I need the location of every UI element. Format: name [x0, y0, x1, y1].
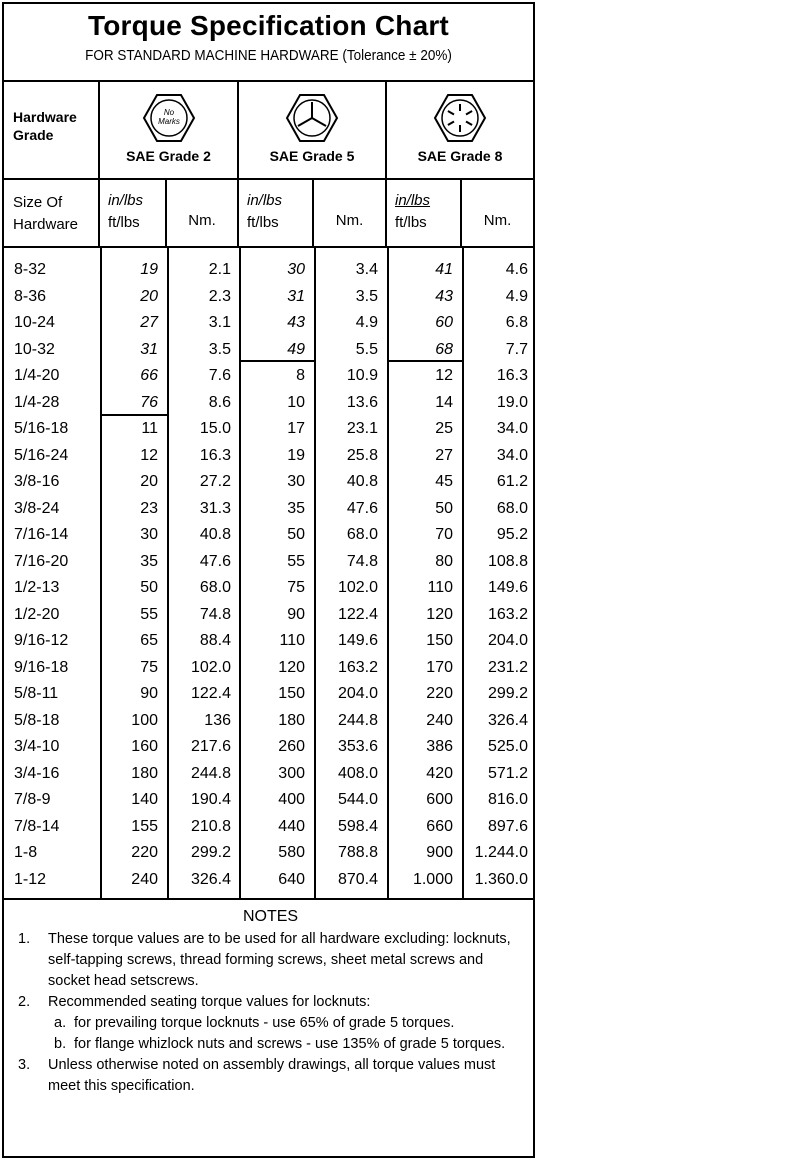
inlbs-label: in/lbs	[247, 192, 283, 209]
g2-cell: 155	[131, 817, 158, 835]
g5-cell: 35	[287, 499, 305, 517]
g5-nm-cell: 598.4	[337, 817, 378, 835]
grade-2-nm-header: Nm.	[167, 180, 239, 246]
g8-cell: 660	[426, 817, 453, 835]
note-2	[18, 992, 523, 1055]
g8-nm-cell: 326.4	[487, 711, 528, 729]
g2-nm-cell: 27.2	[199, 473, 231, 490]
note-2a	[48, 1013, 523, 1034]
g8-nm-cell: 16.3	[496, 367, 528, 384]
size-cell: 8-32	[14, 261, 47, 278]
g5-cell: 43	[287, 314, 305, 331]
g8-cell: 60	[435, 314, 453, 331]
g5-cell: 300	[278, 764, 305, 782]
g2-nm-cell: 3.5	[208, 340, 231, 358]
g5-cell: 30	[287, 261, 305, 278]
g2-cell: 30	[140, 526, 158, 543]
g5-nm-cell: 163.2	[337, 658, 378, 676]
chart-subtitle: FOR STANDARD MACHINE HARDWARE (Tolerance ± 20%)	[85, 47, 452, 64]
notes-heading: NOTES	[242, 908, 299, 925]
hardware-grade-label: Hardware Grade	[4, 82, 100, 178]
g5-nm-cell: 4.9	[355, 314, 378, 331]
grade-5-label: SAE Grade 5	[269, 148, 355, 164]
g2-cell: 11	[141, 420, 158, 437]
g8-nm-cell: 1.244.0	[474, 844, 528, 861]
size-cell: 3/4-10	[14, 738, 60, 755]
g5-cell: 580	[278, 844, 305, 861]
table-row	[4, 627, 533, 653]
g2-cell: 220	[131, 844, 158, 861]
size-cell: 1/2-20	[14, 605, 60, 623]
g8-cell: 14	[435, 393, 453, 411]
g2-cell: 35	[140, 552, 158, 570]
g5-nm-cell: 40.8	[346, 473, 378, 490]
g2-nm-cell: 2.1	[208, 261, 231, 278]
g2-nm-cell: 68.0	[199, 579, 231, 596]
g2-nm-cell: 15.0	[199, 420, 231, 437]
note-text: These torque values are to be used for all hardware excluding: locknuts, self-tapping screws, thread forming screws, sheet metal screws and socket head setscrews.	[48, 931, 511, 989]
g8-cell: 68	[435, 340, 453, 358]
g2-nm-cell: 7.6	[208, 367, 231, 384]
g2-cell: 240	[131, 870, 158, 888]
table-row	[4, 495, 533, 521]
size-cell: 5/8-11	[14, 685, 59, 702]
note-1	[18, 929, 523, 992]
g5-cell: 31	[287, 287, 305, 305]
note-text: Unless otherwise noted on assembly drawings, all torque values must meet this specification.	[48, 1057, 496, 1094]
table-row	[4, 442, 533, 468]
g5-cell: 50	[287, 526, 305, 543]
g5-nm-cell: 870.4	[337, 870, 378, 888]
size-cell: 10-24	[14, 314, 55, 331]
notes-section	[4, 900, 533, 1097]
chart-title: Torque Specification Chart	[88, 10, 449, 41]
g8-nm-cell: 95.2	[496, 526, 528, 543]
g5-nm-cell: 544.0	[337, 791, 378, 808]
g5-cell: 440	[278, 817, 305, 835]
table-row	[4, 813, 533, 839]
g8-nm-cell: 231.2	[487, 658, 528, 676]
g2-cell: 75	[140, 658, 158, 676]
g5-cell: 110	[279, 632, 305, 649]
g8-cell: 12	[435, 367, 453, 384]
g2-cell: 19	[140, 261, 158, 278]
g2-cell: 31	[140, 340, 158, 358]
table-row	[4, 521, 533, 547]
g8-nm-cell: 525.0	[487, 738, 528, 755]
note-number: 1.	[18, 931, 31, 947]
g8-nm-cell: 68.0	[496, 499, 528, 517]
size-cell: 1/4-28	[14, 393, 60, 411]
g2-nm-cell: 3.1	[208, 314, 231, 331]
g5-cell: 260	[278, 738, 305, 755]
size-cell: 5/16-24	[14, 446, 69, 464]
g5-cell: 75	[287, 579, 305, 596]
g5-nm-cell: 47.6	[346, 499, 378, 517]
g2-cell: 140	[131, 791, 158, 808]
g8-nm-cell: 34.0	[496, 420, 528, 437]
g5-nm-cell: 408.0	[337, 764, 378, 782]
table-row	[4, 309, 533, 335]
g8-cell: 70	[435, 526, 453, 543]
g2-cell: 27	[140, 314, 158, 331]
g2-cell: 76	[140, 393, 158, 411]
grade-header-row	[4, 82, 533, 180]
g8-cell: 50	[435, 499, 453, 517]
table-row	[4, 283, 533, 309]
g8-cell: 386	[426, 738, 453, 755]
g5-cell: 640	[278, 870, 305, 888]
g5-cell: 19	[287, 446, 305, 464]
g2-cell: 50	[140, 579, 158, 596]
g5-cell: 180	[278, 711, 305, 729]
g2-nm-cell: 136	[204, 711, 231, 729]
table-row	[4, 786, 533, 812]
g2-cell: 20	[140, 287, 158, 305]
size-cell: 7/8-14	[14, 817, 60, 835]
g8-cell: 220	[426, 685, 453, 702]
g8-cell: 25	[435, 420, 453, 437]
table-row	[4, 733, 533, 759]
g2-cell: 90	[140, 685, 158, 702]
g5-cell: 90	[287, 605, 305, 623]
g8-nm-cell: 108.8	[487, 552, 528, 570]
table-row	[4, 866, 533, 892]
g5-nm-cell: 244.8	[337, 711, 378, 729]
g5-cell: 17	[287, 420, 305, 437]
g8-cell: 600	[426, 791, 453, 808]
g2-nm-cell: 217.6	[190, 738, 231, 755]
table-row	[4, 574, 533, 600]
grade-2-header	[100, 82, 239, 178]
grade-5-units-header	[239, 180, 314, 246]
grade-2-marking-line-2: Marks	[157, 117, 180, 126]
g8-cell: 1.000	[412, 870, 453, 888]
g5-nm-cell: 3.5	[355, 287, 378, 305]
table-row	[4, 601, 533, 627]
grade-8-nm-header: Nm.	[483, 212, 512, 229]
g2-nm-cell: 122.4	[190, 685, 231, 702]
g5-nm-cell: 5.5	[355, 340, 378, 358]
g5-cell: 30	[287, 473, 305, 490]
g5-cell: 400	[278, 791, 305, 808]
g2-cell: 180	[131, 764, 158, 782]
g2-nm-cell: 8.6	[208, 393, 231, 411]
note-number: 3.	[18, 1057, 31, 1073]
g2-cell: 100	[131, 711, 158, 729]
g2-nm-cell: 244.8	[190, 764, 231, 782]
g2-nm-cell: 190.4	[190, 791, 231, 808]
g2-nm-cell: 40.8	[199, 526, 231, 543]
g5-cell: 55	[287, 552, 305, 570]
g8-cell: 43	[435, 287, 453, 305]
g8-nm-cell: 7.7	[505, 340, 528, 358]
note-2b	[48, 1034, 523, 1055]
g8-nm-cell: 34.0	[496, 446, 528, 464]
three-line-hex-bolt-head-icon	[284, 92, 340, 144]
grade-5-nm-header: Nm.	[314, 180, 387, 246]
g8-cell: 120	[426, 605, 453, 623]
size-cell: 3/8-24	[14, 499, 60, 517]
ftlbs-label: ft/lbs	[108, 214, 140, 231]
g2-nm-cell: 31.3	[199, 499, 231, 517]
g8-cell: 45	[435, 473, 453, 490]
table-row	[4, 336, 533, 362]
g5-nm-cell: 102.0	[337, 579, 378, 596]
g5-cell: 49	[287, 340, 305, 358]
grade-8-header	[387, 82, 533, 178]
g5-cell: 10	[287, 393, 305, 411]
g5-nm-cell: 74.8	[346, 552, 378, 570]
size-cell: 3/8-16	[14, 473, 60, 490]
g8-nm-cell: 299.2	[487, 685, 528, 702]
g5-nm-cell: 13.6	[346, 393, 378, 411]
g8-nm-cell: 4.9	[505, 287, 528, 305]
g5-nm-cell: 122.4	[337, 605, 378, 623]
g8-cell: 150	[426, 632, 453, 649]
grade-8-label: SAE Grade 8	[417, 148, 503, 164]
size-cell: 7/16-14	[14, 526, 69, 543]
size-cell: 5/16-18	[14, 420, 69, 437]
inlbs-label: in/lbs	[108, 192, 144, 209]
g5-nm-cell: 353.6	[337, 738, 378, 755]
size-cell: 1-12	[14, 870, 47, 888]
g2-cell: 66	[140, 367, 158, 384]
g5-nm-cell: 788.8	[337, 844, 378, 861]
g2-nm-cell: 2.3	[208, 287, 231, 305]
table-row	[4, 389, 533, 415]
g5-nm-cell: 68.0	[346, 526, 378, 543]
table-row	[4, 256, 533, 282]
g8-nm-cell: 6.8	[505, 314, 528, 331]
g2-nm-cell: 88.4	[199, 632, 231, 649]
grade-8-units-header	[387, 180, 462, 246]
size-cell: 1/2-13	[14, 579, 60, 596]
g2-nm-cell: 16.3	[199, 446, 231, 464]
sub-note-text: for flange whizlock nuts and screws - use 135% of grade 5 torques.	[74, 1036, 506, 1052]
size-column-header: Size Of Hardware	[4, 180, 100, 246]
note-3	[18, 1055, 523, 1097]
g8-nm-cell: 897.6	[487, 817, 528, 835]
g8-cell: 80	[435, 552, 453, 570]
g5-nm-cell: 25.8	[346, 446, 378, 464]
g2-cell: 23	[140, 499, 158, 517]
column-header-row	[4, 180, 533, 248]
g5-cell: 150	[278, 685, 305, 702]
size-cell: 7/16-20	[14, 552, 69, 570]
size-cell: 8-36	[14, 287, 47, 305]
g8-nm-cell: 19.0	[496, 393, 528, 411]
g8-cell: 27	[435, 446, 453, 464]
grade-2-units-header	[100, 180, 167, 246]
size-cell: 1-8	[14, 844, 38, 861]
grade-2-marking-line-1: No	[163, 108, 174, 117]
g5-nm-cell: 10.9	[346, 367, 378, 384]
title-box	[4, 4, 533, 82]
table-row	[4, 362, 533, 388]
plain-hex-bolt-head-icon	[141, 92, 197, 144]
g8-nm-cell: 816.0	[487, 791, 528, 808]
g2-nm-cell: 210.8	[190, 817, 231, 835]
six-line-hex-bolt-head-icon	[432, 92, 488, 144]
g2-nm-cell: 299.2	[190, 844, 231, 861]
size-cell: 3/4-16	[14, 764, 60, 782]
table-row	[4, 680, 533, 706]
size-cell: 10-32	[14, 340, 55, 358]
size-cell: 1/4-20	[14, 367, 60, 384]
g5-nm-cell: 23.1	[346, 420, 378, 437]
size-cell: 5/8-18	[14, 711, 60, 729]
g8-cell: 41	[435, 261, 453, 278]
g8-nm-cell: 163.2	[487, 605, 528, 623]
g2-nm-cell: 47.6	[199, 552, 231, 570]
ftlbs-label: ft/lbs	[247, 214, 279, 231]
g8-nm-cell: 61.2	[496, 473, 528, 490]
table-row	[4, 468, 533, 494]
sub-note-text: for prevailing torque locknuts - use 65% of grade 5 torques.	[74, 1015, 455, 1031]
note-number: 2.	[18, 994, 31, 1010]
note-text: Recommended seating torque values for locknuts:	[48, 994, 371, 1010]
torque-table-body	[4, 248, 533, 900]
table-row	[4, 548, 533, 574]
table-row	[4, 654, 533, 680]
g2-nm-cell: 102.0	[190, 658, 231, 676]
g8-cell: 110	[427, 579, 453, 596]
sub-note-letter: b.	[54, 1036, 67, 1052]
torque-chart	[2, 2, 535, 1158]
size-cell: 9/16-18	[14, 658, 69, 676]
sub-note-letter: a.	[54, 1015, 67, 1031]
g5-cell: 120	[278, 658, 305, 676]
size-cell: 7/8-9	[14, 791, 51, 808]
g2-cell: 20	[140, 473, 158, 490]
ftlbs-label: ft/lbs	[395, 214, 427, 231]
grade-5-header	[239, 82, 387, 178]
g5-nm-cell: 204.0	[337, 685, 378, 702]
g2-cell: 55	[140, 605, 158, 623]
g8-nm-cell: 1.360.0	[474, 870, 528, 888]
g2-nm-cell: 326.4	[190, 870, 231, 888]
grade-2-label: SAE Grade 2	[126, 148, 211, 164]
g8-nm-cell: 571.2	[487, 764, 528, 782]
g8-nm-cell: 204.0	[487, 632, 528, 649]
g8-cell: 900	[426, 844, 453, 861]
inlbs-label: in/lbs	[395, 192, 431, 209]
g2-cell: 160	[131, 738, 158, 755]
g8-cell: 240	[426, 711, 453, 729]
g8-cell: 420	[426, 764, 453, 782]
table-row	[4, 707, 533, 733]
g2-cell: 65	[140, 632, 158, 649]
g5-cell: 8	[296, 367, 305, 384]
g5-nm-cell: 149.6	[337, 632, 378, 649]
table-row	[4, 415, 533, 441]
g8-nm-cell: 149.6	[487, 579, 528, 596]
g8-cell: 170	[426, 658, 453, 676]
size-cell: 9/16-12	[14, 632, 69, 649]
g5-nm-cell: 3.4	[355, 261, 378, 278]
table-row	[4, 760, 533, 786]
g8-nm-cell: 4.6	[505, 261, 528, 278]
g2-cell: 12	[140, 446, 158, 464]
g2-nm-cell: 74.8	[199, 605, 231, 623]
table-row	[4, 839, 533, 865]
